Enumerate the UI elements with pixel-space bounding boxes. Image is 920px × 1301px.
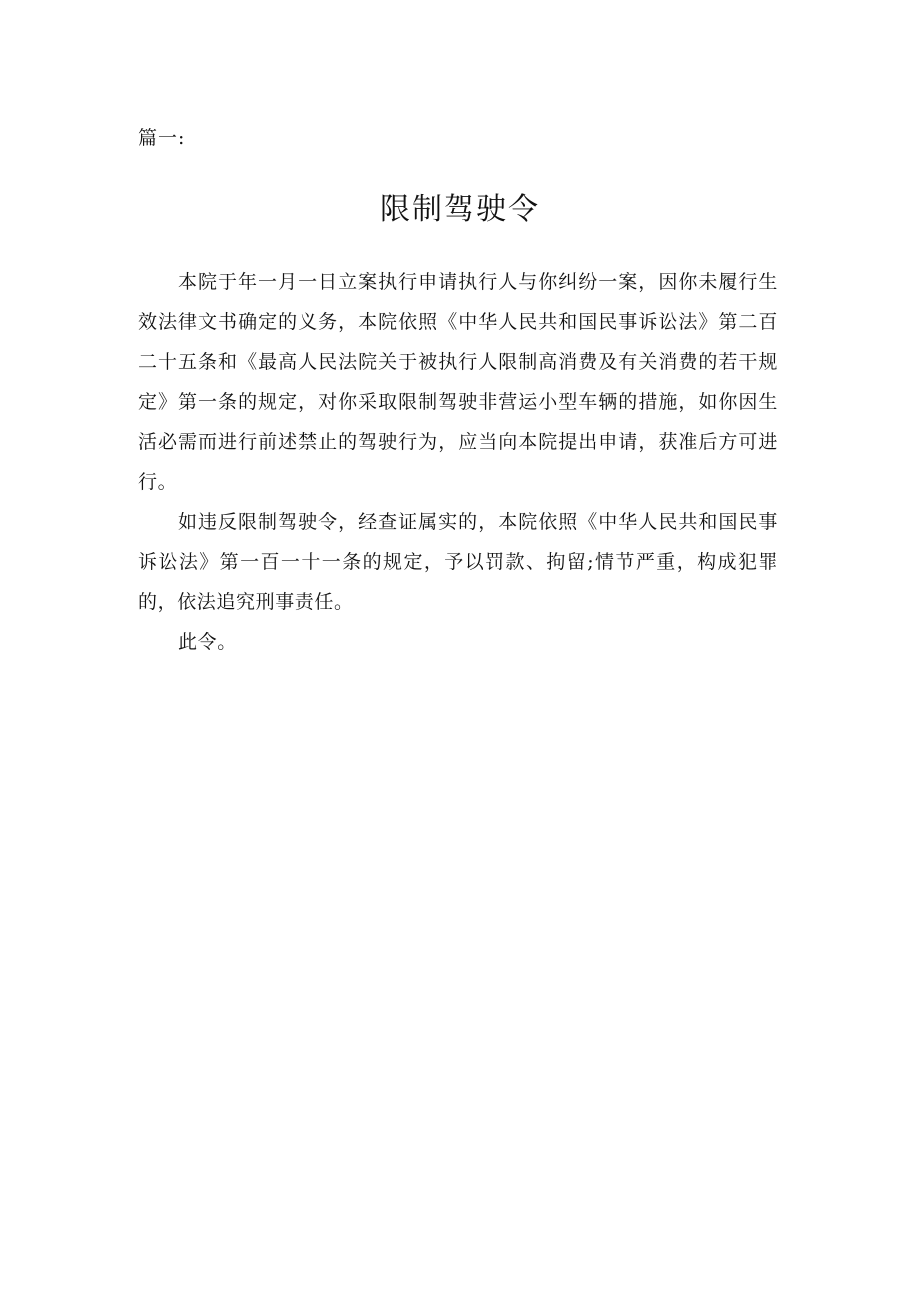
section-label: 篇一: [138, 127, 186, 149]
document-body [138, 262, 778, 662]
paragraph-order-content: 本院于年一月一日立案执行申请执行人与你纠纷一案，因你未履行生效法律文书确定的义务，本院依照《中华人民共和国民事诉讼法》第二百二十五条和《最高人民法院关于被执行人限制高消费及有关消费的若干规定》第一条的规定，对你采取限制驾驶非营运小型车辆的措施，如你因生活必需而进行前述禁止的驾驶行为，应当向本院提出申请，获准后方可进行。 [138, 271, 778, 493]
paragraph-violation-consequences: 如违反限制驾驶令，经查证属实的，本院依照《中华人民共和国民事诉讼法》第一百一十一条的规定，予以罚款、拘留;情节严重，构成犯罪的，依法追究刑事责任。 [138, 511, 778, 613]
paragraph-closing: 此令。 [178, 631, 237, 653]
document-title: 限制驾驶令 [380, 192, 540, 228]
